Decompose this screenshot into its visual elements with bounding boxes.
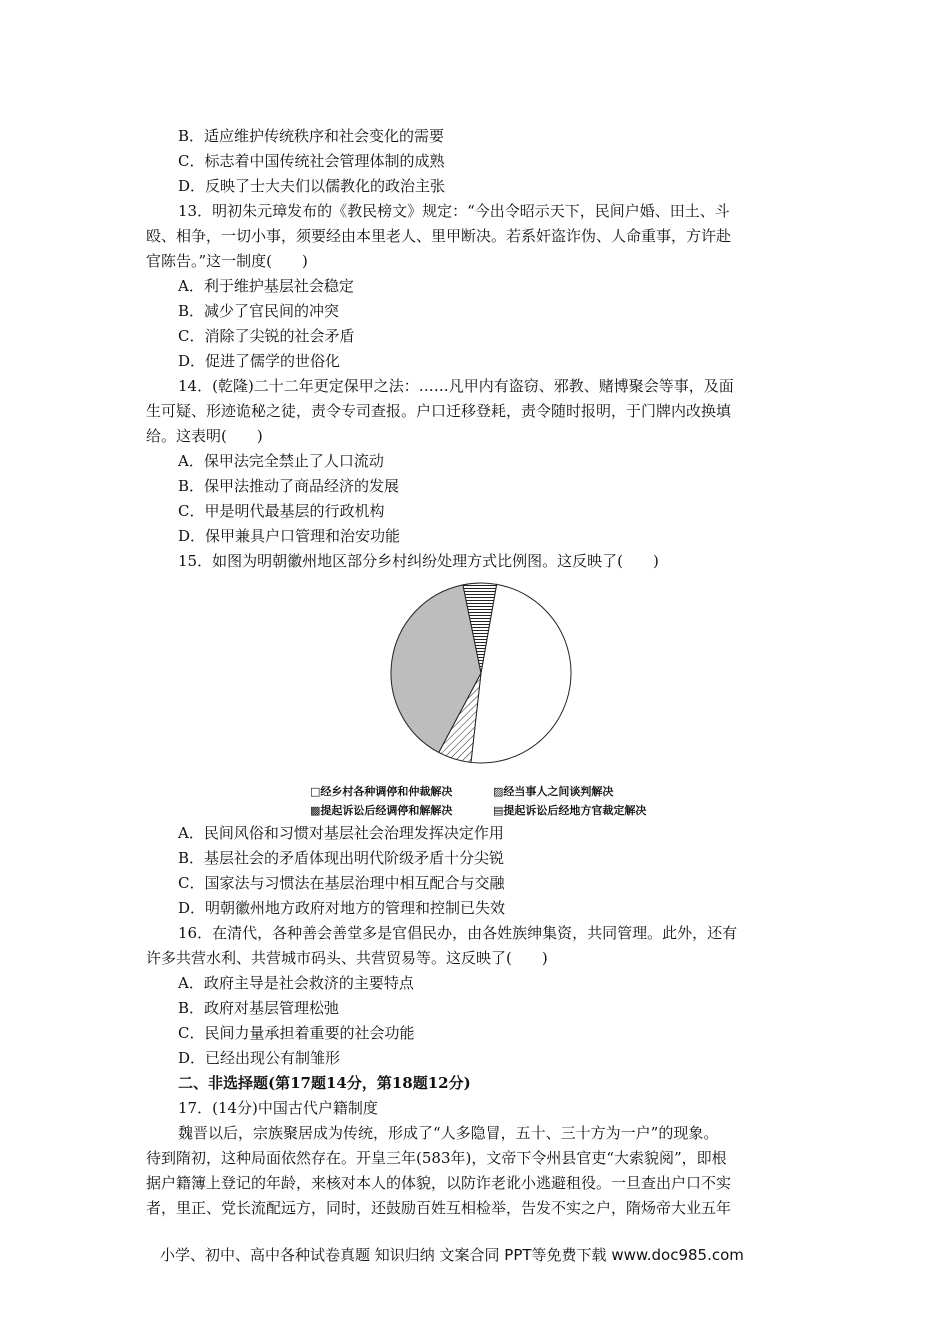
q14-option-c: C．甲是明代最基层的行政机构 (178, 502, 385, 520)
q16-option-b: B．政府对基层管理松弛 (178, 999, 340, 1017)
q17-title: 17．(14分)中国古代户籍制度 (178, 1099, 378, 1117)
q14-option-a: A．保甲法完全禁止了人口流动 (178, 452, 384, 470)
q17-text-line-3: 据户籍簿上登记的年龄，来核对本人的体貌，以防诈老讹小逃避租役。一旦查出户口不实 (146, 1174, 732, 1192)
q13-option-b: B．减少了官民间的冲突 (178, 302, 340, 320)
q13-stem-line-3: 官陈告。”这一制度( ) (146, 252, 308, 270)
q12-option-b: B．适应维护传统秩序和社会变化的需要 (178, 127, 445, 145)
q16-option-a: A．政府主导是社会救济的主要特点 (178, 974, 414, 992)
q13-stem-line-2: 殴、相争，一切小事，须要经由本里老人、里甲断决。若系奸盗诈伪、人命重事，方许赴 (146, 227, 732, 245)
q13-stem-line-1: 13．明初朱元璋发布的《教民榜文》规定：“今出令昭示天下，民间户婚、田土、斗 (178, 202, 730, 220)
q15-option-a: A．民间风俗和习惯对基层社会治理发挥决定作用 (178, 824, 504, 842)
q15-option-d: D．明朝徽州地方政府对地方的管理和控制已失效 (178, 899, 506, 917)
q13-option-a: A．利于维护基层社会稳定 (178, 277, 354, 295)
q16-option-d: D．已经出现公有制雏形 (178, 1049, 341, 1067)
q13-option-c: C．消除了尖锐的社会矛盾 (178, 327, 355, 345)
q15-option-c: C．国家法与习惯法在基层治理中相互配合与交融 (178, 874, 505, 892)
q17-text-line-4: 者，里正、党长流配远方，同时，还鼓励百姓互相检举，告发不实之户，隋炀帝大业五年 (146, 1199, 732, 1217)
q14-stem-line-2: 生可疑、形迹诡秘之徒，责令专司查报。户口迁移登耗，责令随时报明，于门牌内改换填 (146, 402, 732, 420)
legend-item-village-mediation: □经乡村各种调停和仲裁解决 (310, 785, 453, 798)
q16-stem-line-1: 16．在清代，各种善会善堂多是官倡民办，由各姓族绅集资，共同管理。此外，还有 (178, 924, 738, 942)
q14-option-d: D．保甲兼具户口管理和治安功能 (178, 527, 401, 545)
q12-option-d: D．反映了士大夫们以儒教化的政治主张 (178, 177, 446, 195)
q12-option-c: C．标志着中国传统社会管理体制的成熟 (178, 152, 445, 170)
legend-item-lawsuit-official-ruling: ▤提起诉讼后经地方官裁定解决 (493, 804, 647, 817)
q13-option-d: D．促进了儒学的世俗化 (178, 352, 341, 370)
footer-banner: 小学、初中、高中各种试卷真题 知识归纳 文案合同 PPT等免费下载 www.doc985.com (160, 1246, 744, 1264)
pie-chart (376, 578, 616, 788)
q17-text-line-1: 魏晋以后，宗族聚居成为传统，形成了“人多隐冒，五十、三十方为一户”的现象。 (178, 1124, 719, 1142)
q15-option-b: B．基层社会的矛盾体现出明代阶级矛盾十分尖锐 (178, 849, 505, 867)
q14-stem-line-1: 14．(乾隆)二十二年更定保甲之法：……凡甲内有盗窃、邪教、赌博聚会等事，及面 (178, 377, 734, 395)
legend-item-party-negotiation: ▨经当事人之间谈判解决 (493, 785, 614, 798)
section-heading: 二、非选择题(第17题14分，第18题12分) (178, 1074, 471, 1092)
q14-stem-line-3: 给。这表明( ) (146, 427, 263, 445)
q16-stem-line-2: 许多共营水利、共营城市码头、共营贸易等。这反映了( ) (146, 949, 548, 967)
q17-text-line-2: 待到隋初，这种局面依然存在。开皇三年(583年)，文帝下令州县官吏“大索貌阅”，即根 (146, 1149, 727, 1167)
q15-stem: 15．如图为明朝徽州地区部分乡村纠纷处理方式比例图。这反映了( ) (178, 552, 659, 570)
q14-option-b: B．保甲法推动了商品经济的发展 (178, 477, 400, 495)
q16-option-c: C．民间力量承担着重要的社会功能 (178, 1024, 415, 1042)
legend-item-lawsuit-mediation: ▩提起诉讼后经调停和解解决 (310, 804, 453, 817)
